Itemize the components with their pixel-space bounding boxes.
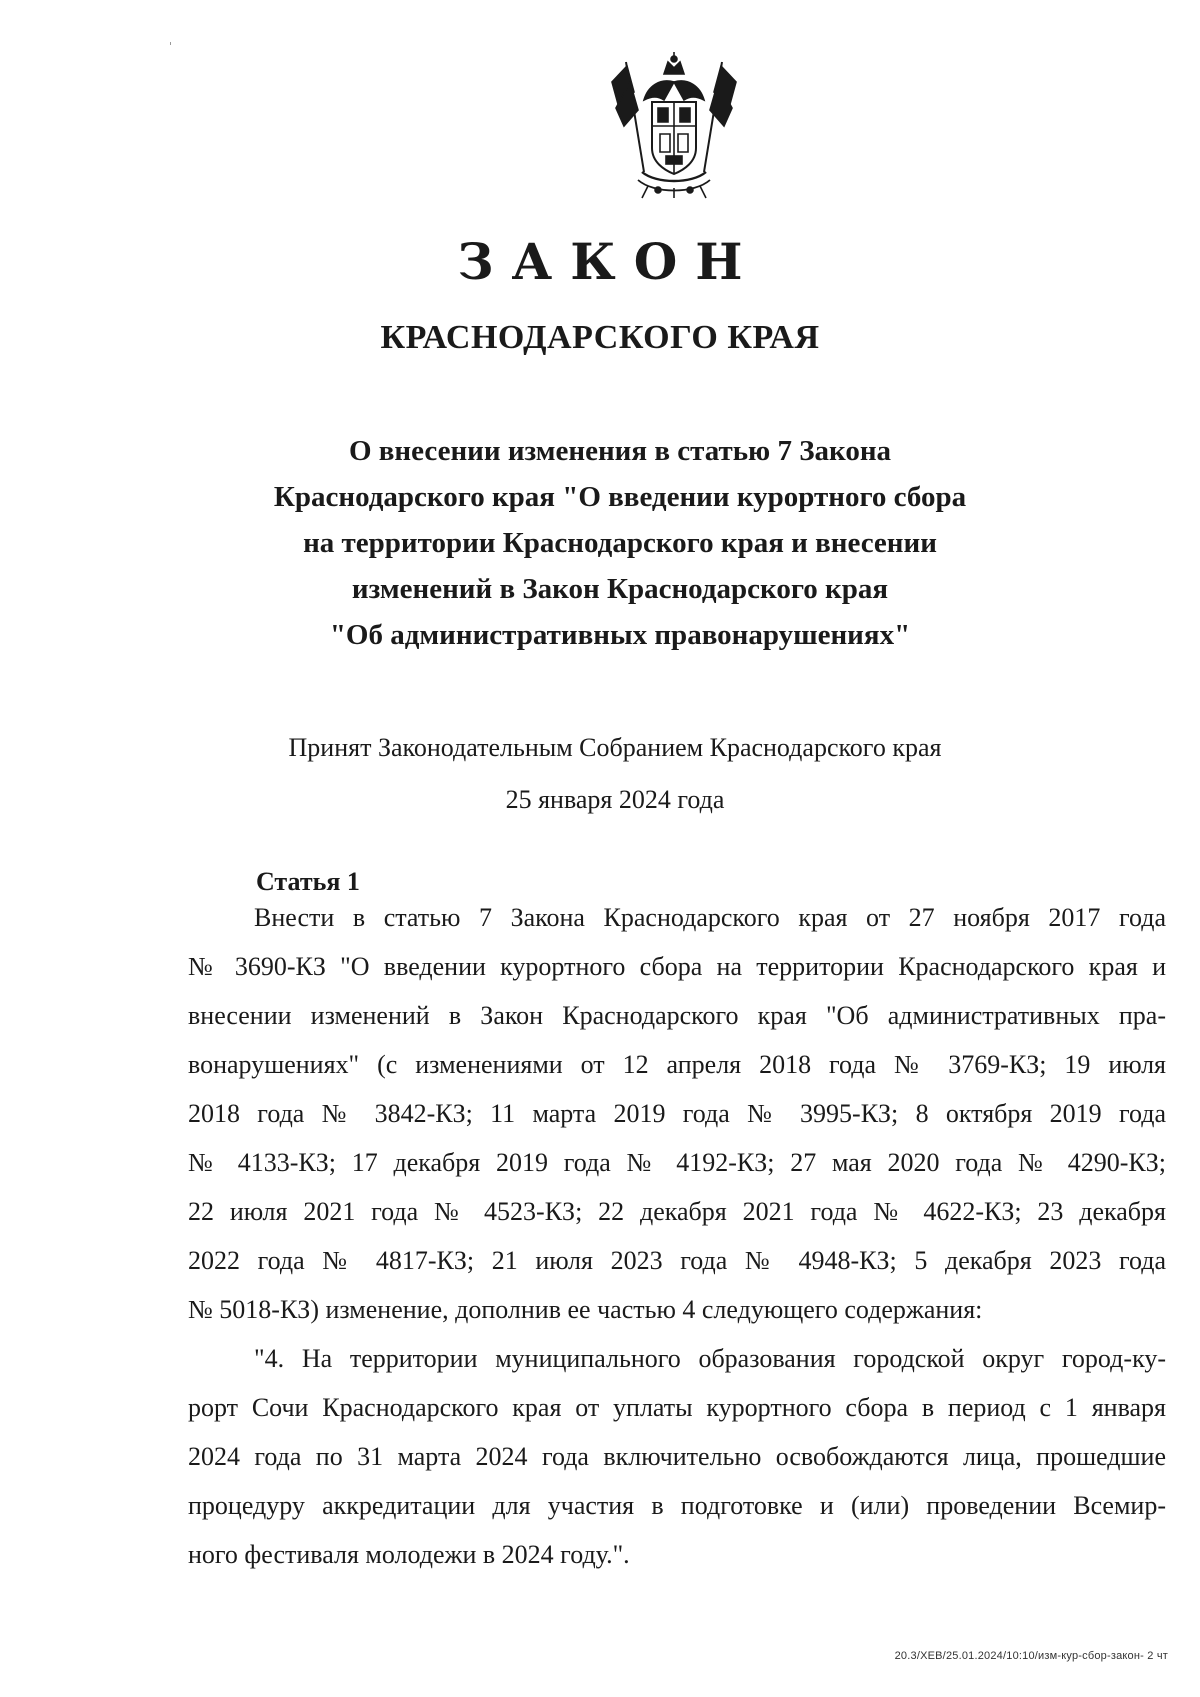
paragraph-line: 2022 года № 4817-КЗ; 21 июля 2023 года № 4948-КЗ; 5 декабря 2023 года: [188, 1246, 1166, 1275]
krasnodar-coat-of-arms-icon: [608, 52, 740, 200]
adoption-body: Принят Законодательным Собранием Краснодарского края: [288, 733, 942, 762]
adoption-note: [0, 722, 1200, 826]
paragraph-line: 2018 года № 3842-КЗ; 11 марта 2019 года № 3995-КЗ; 8 октября 2019 года: [188, 1099, 1166, 1128]
paragraph-line: рорт Сочи Краснодарского края от уплаты курортного сбора в период с 1 января: [188, 1393, 1166, 1422]
adoption-date: 25 января 2024 года: [505, 785, 725, 814]
heading-line: О внесении изменения в статью 7 Закона: [348, 435, 892, 467]
paragraph-line: № 3690-КЗ "О введении курортного сбора на территории Краснодарского края и: [188, 952, 1166, 981]
paragraph-line: 22 июля 2021 года № 4523-КЗ; 22 декабря 2021 года № 4622-КЗ; 23 декабря: [188, 1197, 1166, 1226]
paragraph-line: "4. На территории муниципального образования городской округ город-ку-: [254, 1344, 1166, 1373]
law-heading: [240, 428, 1000, 658]
law-subtitle: КРАСНОДАРСКОГО КРАЯ: [380, 319, 820, 356]
paragraph-line: № 4133-КЗ; 17 декабря 2019 года № 4192-КЗ; 27 мая 2020 года № 4290-КЗ;: [188, 1148, 1166, 1177]
heading-line: Краснодарского края "О введении курортного сбора: [273, 481, 967, 513]
heading-line: "Об административных правонарушениях": [329, 619, 911, 651]
paragraph-line: ного фестиваля молодежи в 2024 году.".: [188, 1540, 630, 1569]
document-footer-code: 20.3/ХЕВ/25.01.2024/10:10/изм-кур-сбор-закон- 2 чт: [894, 1650, 1168, 1662]
heading-line: изменений в Закон Краснодарского края: [351, 573, 889, 605]
article-body: [188, 893, 1166, 1579]
paragraph-line: 2024 года по 31 марта 2024 года включительно освобождаются лица, прошедшие: [188, 1442, 1166, 1471]
article-title: Статья 1: [256, 867, 360, 896]
paragraph-line: процедуру аккредитации для участия в подготовке и (или) проведении Всемир-: [188, 1491, 1166, 1520]
paragraph-line: № 5018-КЗ) изменение, дополнив ее частью 4 следующего содержания:: [188, 1295, 983, 1324]
heading-line: на территории Краснодарского края и внесении: [303, 527, 937, 559]
paragraph-line: Внести в статью 7 Закона Краснодарского края от 27 ноября 2017 года: [254, 903, 1166, 932]
paragraph-line: вонарушениях" (с изменениями от 12 апреля 2018 года № 3769-КЗ; 19 июля: [188, 1050, 1166, 1079]
law-title: ЗАКОН: [457, 232, 761, 291]
scan-speck: [170, 42, 171, 45]
paragraph-line: внесении изменений в Закон Краснодарского края "Об административных пра-: [188, 1001, 1166, 1030]
